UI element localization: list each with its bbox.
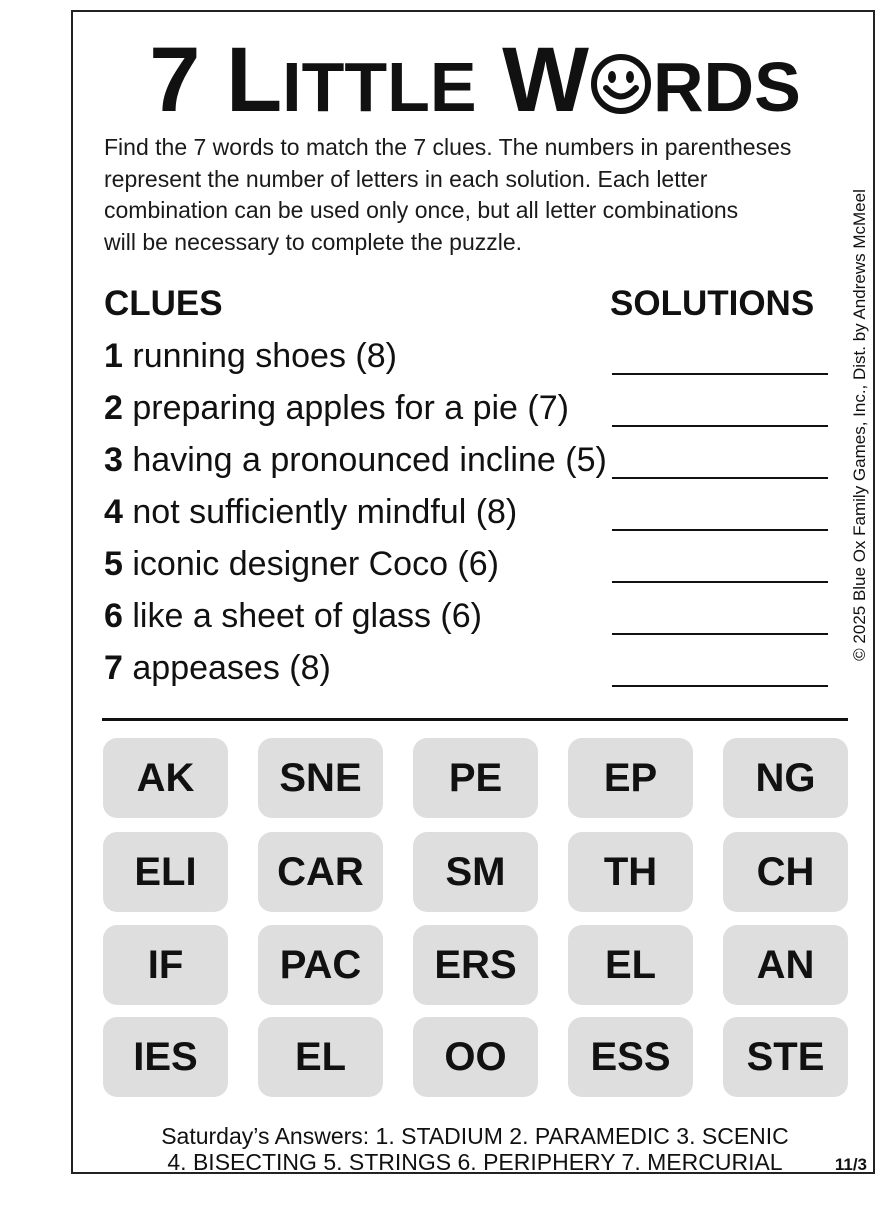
letter-tile[interactable]: PE: [413, 738, 538, 818]
clue-5: [104, 545, 499, 584]
clue-number: 3: [104, 441, 123, 479]
solution-line-4[interactable]: [612, 529, 828, 531]
letter-tile[interactable]: SNE: [258, 738, 383, 818]
letter-tile[interactable]: EP: [568, 738, 693, 818]
instructions: [104, 132, 864, 258]
letter-tile[interactable]: STE: [723, 1017, 848, 1097]
letter-tile[interactable]: CAR: [258, 832, 383, 912]
title-text-part1: 7 L: [149, 29, 283, 131]
clue-2: [104, 389, 569, 428]
clue-3: [104, 441, 607, 480]
title-text-part2: ITTLE: [282, 48, 477, 126]
clue-text: appeases (8): [132, 649, 331, 687]
clue-number: 2: [104, 389, 123, 427]
solution-line-2[interactable]: [612, 425, 828, 427]
clue-text: having a pronounced incline (5): [132, 441, 607, 479]
letter-tile[interactable]: IF: [103, 925, 228, 1005]
instructions-line: will be necessary to complete the puzzle.: [104, 228, 523, 255]
instructions-line: combination can be used only once, but all letter combinations: [104, 197, 739, 223]
clue-number: 7: [104, 649, 123, 687]
solution-line-7[interactable]: [612, 685, 828, 687]
puzzle-frame: [71, 10, 875, 1174]
clue-4: [104, 493, 517, 532]
instructions-line: represent the number of letters in each solution. Each letter: [104, 165, 708, 192]
letter-tile[interactable]: ESS: [568, 1017, 693, 1097]
clue-6: [104, 597, 482, 636]
previous-answers-line-2: 4. BISECTING 5. STRINGS 6. PERIPHERY 7. MERCURIAL: [167, 1149, 783, 1175]
clue-number: 6: [104, 597, 123, 635]
letter-tile[interactable]: NG: [723, 738, 848, 818]
letter-tile[interactable]: TH: [568, 832, 693, 912]
solutions-header: SOLUTIONS: [610, 284, 815, 323]
clue-7: [104, 649, 331, 688]
clue-text: preparing apples for a pie (7): [132, 389, 569, 427]
letter-tile[interactable]: ERS: [413, 925, 538, 1005]
letter-tile[interactable]: IES: [103, 1017, 228, 1097]
letter-tile[interactable]: EL: [258, 1017, 383, 1097]
puzzle-date: 11/3: [834, 1155, 867, 1174]
puzzle-title: [73, 29, 877, 131]
letter-tile[interactable]: CH: [723, 832, 848, 912]
section-divider: [102, 718, 848, 721]
clue-text: running shoes (8): [132, 337, 397, 375]
solution-line-6[interactable]: [612, 633, 828, 635]
smiley-face-icon: [590, 53, 652, 115]
clue-number: 4: [104, 493, 123, 531]
instructions-line: Find the 7 words to match the 7 clues. The numbers in parentheses: [104, 134, 792, 160]
letter-tile[interactable]: AN: [723, 925, 848, 1005]
copyright-text: © 2025 Blue Ox Family Games, Inc., Dist. by Andrews McMeel: [850, 189, 869, 661]
clue-number: 5: [104, 545, 123, 583]
solution-line-1[interactable]: [612, 373, 828, 375]
solution-line-3[interactable]: [612, 477, 828, 479]
solution-line-5[interactable]: [612, 581, 828, 583]
title-text-part3: W: [502, 29, 589, 131]
clue-text: like a sheet of glass (6): [132, 597, 482, 635]
clue-text: not sufficiently mindful (8): [132, 493, 518, 531]
clue-1: [104, 337, 397, 376]
previous-answers-line-1: Saturday’s Answers: 1. STADIUM 2. PARAMEDIC 3. SCENIC: [161, 1123, 789, 1149]
clue-number: 1: [104, 337, 123, 375]
letter-tile[interactable]: OO: [413, 1017, 538, 1097]
letter-tile[interactable]: EL: [568, 925, 693, 1005]
title-text-part4: RDS: [652, 48, 801, 126]
letter-tile[interactable]: AK: [103, 738, 228, 818]
clue-text: iconic designer Coco (6): [132, 545, 499, 583]
clues-header: CLUES: [104, 284, 223, 323]
letter-tile[interactable]: PAC: [258, 925, 383, 1005]
letter-tile[interactable]: ELI: [103, 832, 228, 912]
letter-tile[interactable]: SM: [413, 832, 538, 912]
